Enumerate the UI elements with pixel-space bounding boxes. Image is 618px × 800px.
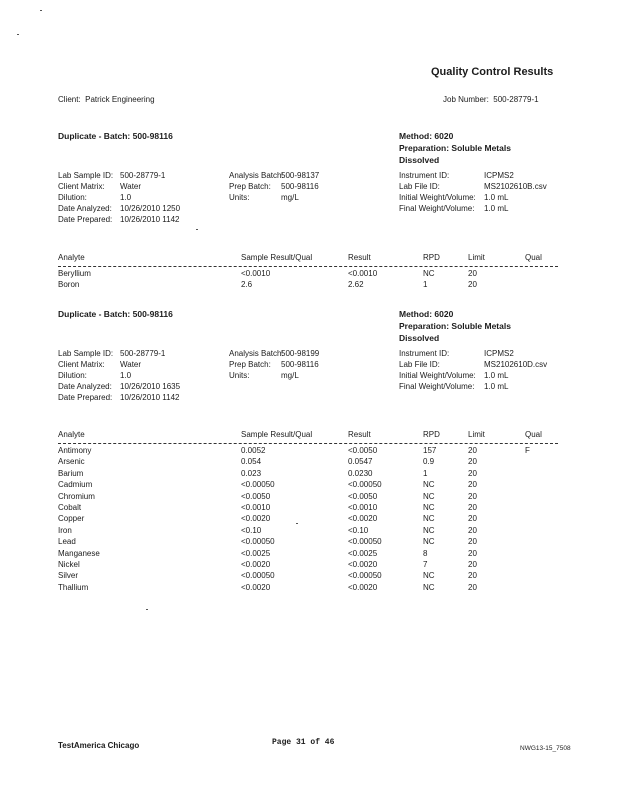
cell-sample-result: <0.0020 <box>241 582 271 592</box>
cell-analyte: Antimony <box>58 446 92 455</box>
cell-sample-result: 0.054 <box>241 457 262 467</box>
table-row <box>0 457 618 467</box>
client-line <box>58 95 155 104</box>
table-row <box>0 571 618 581</box>
preparation-label: Preparation: Soluble Metals <box>399 321 511 331</box>
meta-value: MS2102610D.csv <box>484 360 548 369</box>
cell-sample-result: 0.023 <box>241 468 262 478</box>
column-header-analyte: Analyte <box>58 430 85 439</box>
cell-limit: 20 <box>468 537 477 547</box>
job-number-line <box>443 95 539 104</box>
cell-analyte: Arsenic <box>58 457 85 467</box>
cell-result: <0.0020 <box>348 582 378 592</box>
cell-limit: 20 <box>468 280 477 290</box>
cell-result: 2.62 <box>348 280 364 290</box>
table-row <box>0 560 618 570</box>
cell-sample-result: <0.00050 <box>241 537 275 547</box>
cell-result: <0.0050 <box>348 491 378 501</box>
cell-result: <0.00050 <box>348 480 382 490</box>
cell-sample-result: 0.0052 <box>241 446 266 455</box>
scan-speck <box>146 609 148 610</box>
meta-label: Client Matrix: <box>58 182 105 191</box>
cell-result: <0.0010 <box>348 503 378 512</box>
cell-rpd: 8 <box>423 548 428 558</box>
meta-label: Date Analyzed: <box>58 382 112 391</box>
cell-result: <0.0020 <box>348 560 378 569</box>
cell-limit: 20 <box>468 560 477 569</box>
cell-analyte: Barium <box>58 468 84 478</box>
cell-analyte: Beryllium <box>58 269 91 278</box>
page-title: Quality Control Results <box>431 66 554 78</box>
cell-analyte: Silver <box>58 571 79 581</box>
job-value: 500-28779-1 <box>493 95 539 104</box>
meta-value: mg/L <box>281 371 299 380</box>
scan-speck <box>296 523 298 524</box>
meta-value: Water <box>120 360 142 369</box>
cell-limit: 20 <box>468 457 477 467</box>
table-row <box>0 537 618 547</box>
cell-qual: F <box>525 446 530 455</box>
cell-sample-result: <0.0010 <box>241 269 271 278</box>
meta-label: Units: <box>229 193 250 202</box>
meta-label: Lab Sample ID: <box>58 349 114 358</box>
meta-label: Date Prepared: <box>58 393 113 402</box>
meta-value: ICPMS2 <box>484 349 514 358</box>
table-row <box>0 492 618 502</box>
meta-label: Final Weight/Volume: <box>399 382 475 391</box>
cell-limit: 20 <box>468 446 477 455</box>
meta-value: 500-28779-1 <box>120 171 166 180</box>
cell-result: <0.0010 <box>348 269 378 278</box>
cell-sample-result: <0.0025 <box>241 548 271 558</box>
preparation-type: Dissolved <box>399 155 440 165</box>
cell-rpd: 157 <box>423 446 437 455</box>
meta-value: 500-28779-1 <box>120 349 166 358</box>
cell-result: <0.0050 <box>348 446 378 455</box>
cell-limit: 20 <box>468 514 477 524</box>
meta-label: Date Prepared: <box>58 215 113 224</box>
header-divider <box>58 266 558 267</box>
scan-speck <box>17 34 19 35</box>
meta-label: Initial Weight/Volume: <box>399 193 476 202</box>
meta-label: Dilution: <box>58 193 87 202</box>
cell-limit: 20 <box>468 503 477 512</box>
meta-value: 1.0 <box>120 371 132 380</box>
footer-doc-id: NWG13-15_7508 <box>520 745 571 752</box>
cell-rpd: 7 <box>423 560 428 569</box>
meta-label: Prep Batch: <box>229 360 271 369</box>
meta-value: ICPMS2 <box>484 171 514 180</box>
cell-analyte: Thallium <box>58 582 89 592</box>
scan-speck <box>196 229 198 230</box>
client-label: Client: <box>58 95 81 104</box>
meta-value: 10/26/2010 1142 <box>120 393 180 402</box>
meta-label: Prep Batch: <box>229 182 271 191</box>
cell-result: <0.00050 <box>348 537 382 547</box>
cell-limit: 20 <box>468 571 477 581</box>
cell-result: 0.0547 <box>348 457 373 467</box>
table-row <box>0 503 618 513</box>
cell-sample-result: <0.0050 <box>241 491 271 501</box>
column-header-sample-result: Sample Result/Qual <box>241 430 313 439</box>
meta-value: MS2102610B.csv <box>484 182 547 191</box>
meta-label: Lab File ID: <box>399 182 440 191</box>
cell-result: <0.0025 <box>348 548 378 558</box>
column-header-analyte: Analyte <box>58 253 85 262</box>
meta-value: 10/26/2010 1250 <box>120 204 181 213</box>
cell-limit: 20 <box>468 491 477 501</box>
meta-value: 10/26/2010 1142 <box>120 215 180 224</box>
cell-rpd: 1 <box>423 468 428 478</box>
cell-rpd: NC <box>423 514 435 524</box>
method-label: Method: 6020 <box>399 309 454 319</box>
column-header-result: Result <box>348 253 371 262</box>
meta-value: Water <box>120 182 142 191</box>
cell-sample-result: 2.6 <box>241 280 253 290</box>
meta-value: 500-98116 <box>281 182 319 191</box>
meta-label: Lab File ID: <box>399 360 440 369</box>
cell-rpd: NC <box>423 582 435 592</box>
preparation-type: Dissolved <box>399 333 440 343</box>
cell-result: <0.10 <box>348 525 369 535</box>
cell-sample-result: <0.0020 <box>241 514 271 524</box>
cell-sample-result: <0.00050 <box>241 571 275 581</box>
cell-rpd: NC <box>423 537 435 547</box>
column-header-rpd: RPD <box>423 430 440 439</box>
table-row <box>0 446 618 456</box>
meta-value: 500-98199 <box>281 349 320 358</box>
meta-label: Initial Weight/Volume: <box>399 371 476 380</box>
table-row <box>0 526 618 536</box>
meta-label: Units: <box>229 371 250 380</box>
column-header-qual: Qual <box>525 253 542 262</box>
meta-label: Date Analyzed: <box>58 204 112 213</box>
cell-analyte: Nickel <box>58 560 80 569</box>
cell-rpd: NC <box>423 491 435 501</box>
footer-company: TestAmerica Chicago <box>58 741 140 750</box>
cell-sample-result: <0.10 <box>241 525 262 535</box>
cell-rpd: NC <box>423 269 435 278</box>
meta-value: 1.0 <box>120 193 132 202</box>
cell-limit: 20 <box>468 582 477 592</box>
cell-rpd: 1 <box>423 280 428 290</box>
cell-analyte: Boron <box>58 280 80 290</box>
cell-limit: 20 <box>468 525 477 535</box>
cell-sample-result: <0.0010 <box>241 503 271 512</box>
footer-page-number: Page 31 of 46 <box>272 738 335 747</box>
header-divider <box>58 443 558 444</box>
meta-value: mg/L <box>281 193 299 202</box>
meta-value: 1.0 mL <box>484 382 509 391</box>
section-heading: Duplicate - Batch: 500-98116 <box>58 309 173 319</box>
table-row <box>0 469 618 479</box>
meta-value: 500-98116 <box>281 360 319 369</box>
cell-analyte: Chromium <box>58 491 95 501</box>
method-label: Method: 6020 <box>399 131 454 141</box>
meta-label: Analysis Batch: <box>229 349 284 358</box>
meta-label: Dilution: <box>58 371 87 380</box>
cell-result: 0.0230 <box>348 468 373 478</box>
table-row <box>0 583 618 593</box>
cell-rpd: 0.9 <box>423 457 435 467</box>
column-header-sample-result: Sample Result/Qual <box>241 253 313 262</box>
meta-value: 1.0 mL <box>484 204 509 213</box>
column-header-result: Result <box>348 430 371 439</box>
column-header-rpd: RPD <box>423 253 440 262</box>
meta-label: Analysis Batch: <box>229 171 284 180</box>
cell-rpd: NC <box>423 480 435 490</box>
meta-label: Instrument ID: <box>399 349 450 358</box>
cell-sample-result: <0.0020 <box>241 560 271 569</box>
cell-limit: 20 <box>468 468 477 478</box>
scan-speck <box>40 10 42 11</box>
cell-limit: 20 <box>468 548 477 558</box>
cell-analyte: Copper <box>58 514 85 524</box>
meta-value: 1.0 mL <box>484 371 509 380</box>
table-row <box>0 549 618 559</box>
cell-limit: 20 <box>468 480 477 490</box>
cell-rpd: NC <box>423 571 435 581</box>
section-heading: Duplicate - Batch: 500-98116 <box>58 131 173 141</box>
cell-rpd: NC <box>423 525 435 535</box>
meta-value: 500-98137 <box>281 171 320 180</box>
cell-analyte: Lead <box>58 537 76 547</box>
cell-sample-result: <0.00050 <box>241 480 275 490</box>
cell-rpd: NC <box>423 503 435 512</box>
meta-label: Lab Sample ID: <box>58 171 114 180</box>
table-row <box>0 514 618 524</box>
cell-analyte: Iron <box>58 525 72 535</box>
meta-label: Instrument ID: <box>399 171 450 180</box>
cell-analyte: Manganese <box>58 548 100 558</box>
meta-label: Final Weight/Volume: <box>399 204 475 213</box>
client-value: Patrick Engineering <box>85 95 155 104</box>
cell-result: <0.0020 <box>348 514 378 524</box>
cell-analyte: Cadmium <box>58 480 93 490</box>
column-header-limit: Limit <box>468 430 485 439</box>
job-label: Job Number: <box>443 95 489 104</box>
table-row <box>0 280 618 290</box>
cell-analyte: Cobalt <box>58 503 82 512</box>
table-row <box>0 269 618 279</box>
meta-value: 10/26/2010 1635 <box>120 382 181 391</box>
column-header-qual: Qual <box>525 430 542 439</box>
column-header-limit: Limit <box>468 253 485 262</box>
preparation-label: Preparation: Soluble Metals <box>399 143 511 153</box>
cell-limit: 20 <box>468 269 477 278</box>
cell-result: <0.00050 <box>348 571 382 581</box>
table-row <box>0 480 618 490</box>
meta-label: Client Matrix: <box>58 360 105 369</box>
meta-value: 1.0 mL <box>484 193 509 202</box>
